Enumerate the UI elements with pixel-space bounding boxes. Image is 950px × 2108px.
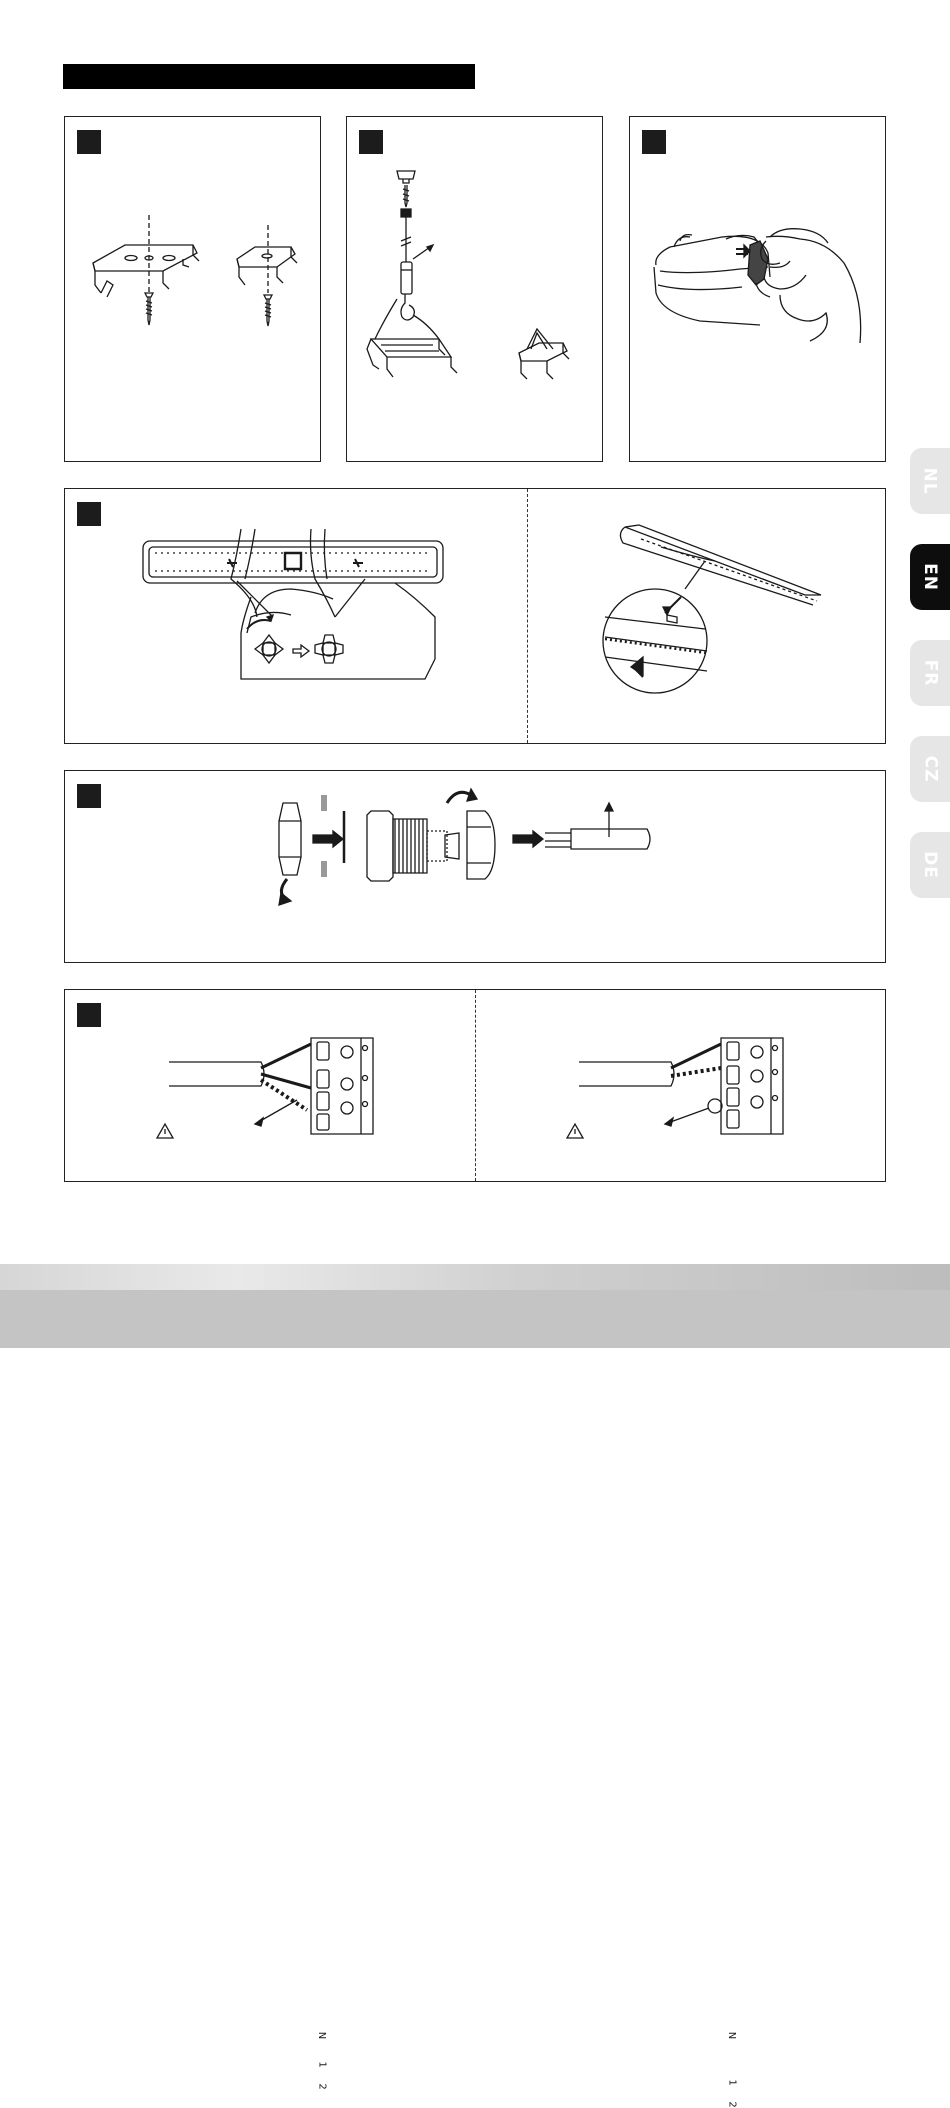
hand-clip-illustration bbox=[630, 117, 887, 463]
language-tab-label: EN bbox=[920, 563, 940, 591]
terminal-label-2: 2 bbox=[316, 2083, 328, 2090]
step-panel-cover-screws bbox=[64, 488, 886, 744]
language-tab-label: FR bbox=[919, 659, 940, 687]
terminal-label-n: N bbox=[316, 2031, 328, 2040]
language-tab-label: DE bbox=[919, 851, 940, 879]
terminal-label-n: N bbox=[726, 2031, 738, 2040]
cable-gland-exploded-illustration bbox=[65, 771, 887, 964]
language-tab-label: NL bbox=[920, 467, 940, 495]
step-panel-cable-gland bbox=[64, 770, 886, 963]
language-tab-fr[interactable] bbox=[910, 640, 950, 706]
step-panel-mounting-clips bbox=[64, 116, 321, 462]
footer-stripe bbox=[0, 1264, 950, 1290]
wiring-right-illustration bbox=[475, 990, 885, 1183]
language-tab-de[interactable] bbox=[910, 832, 950, 898]
luminaire-top-view-illustration bbox=[65, 489, 887, 745]
step-panel-suspension bbox=[346, 116, 603, 462]
language-tab-label: CZ bbox=[920, 755, 940, 783]
footer-band bbox=[0, 1290, 950, 1348]
step-panel-wiring bbox=[64, 989, 886, 2108]
terminal-label-1: 1 bbox=[726, 2079, 738, 2086]
language-tab-cz[interactable] bbox=[910, 736, 950, 802]
language-tab-nl[interactable] bbox=[910, 448, 950, 514]
step-panel-clip-release bbox=[629, 116, 886, 462]
suspension-wire-illustration bbox=[347, 117, 604, 463]
terminal-label-2: 2 bbox=[726, 2101, 738, 2108]
language-tab-en[interactable] bbox=[910, 544, 950, 610]
mounting-clips-illustration bbox=[65, 117, 322, 463]
terminal-label-1: 1 bbox=[316, 2061, 328, 2068]
wiring-left-illustration bbox=[65, 990, 475, 1183]
section-title-bar bbox=[63, 64, 475, 89]
